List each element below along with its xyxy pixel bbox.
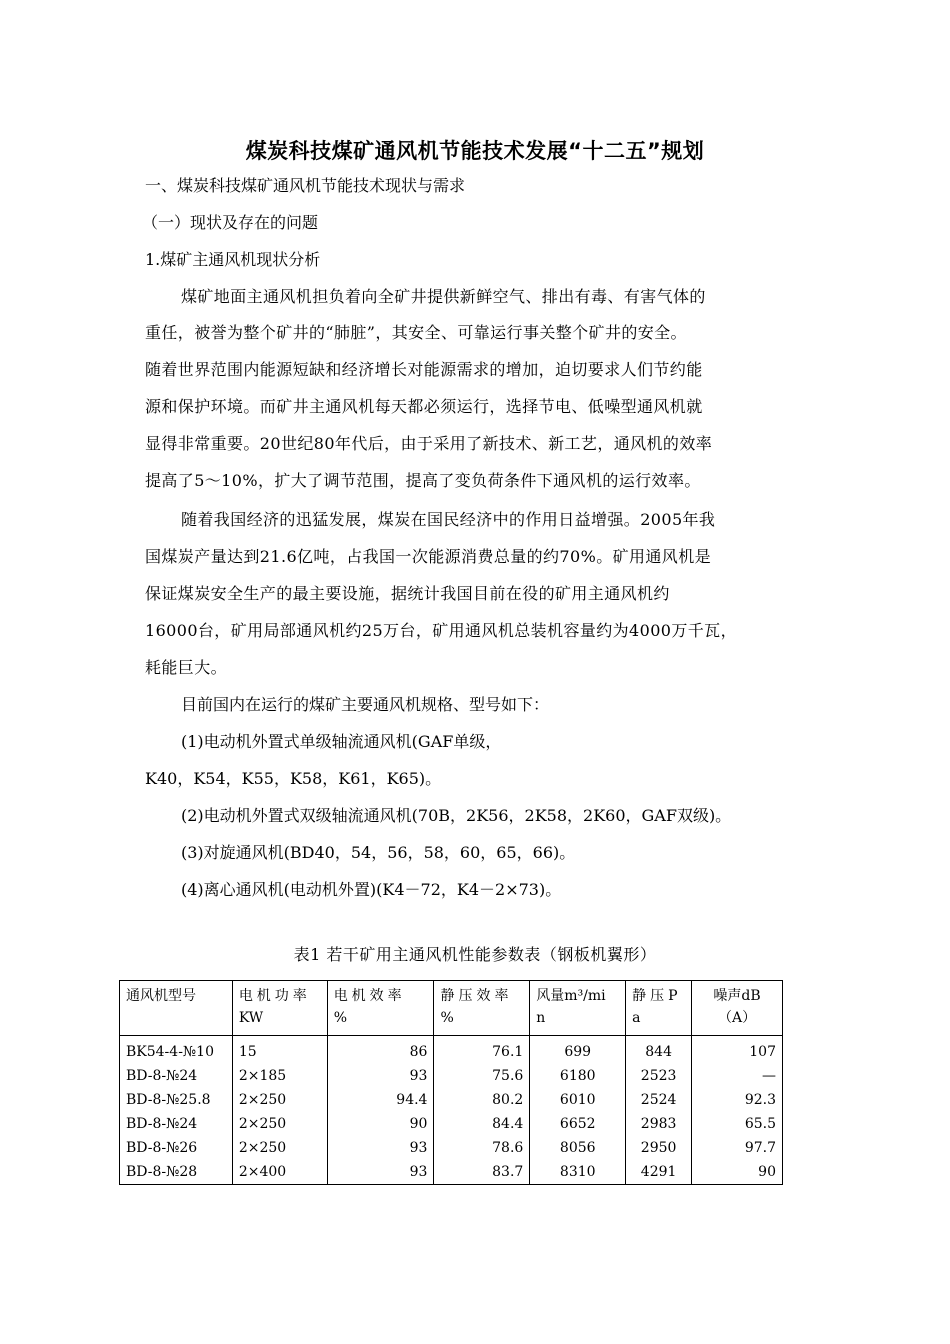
- table-cell: 2×400: [232, 1160, 327, 1185]
- header-cell: 电机功率 KW: [232, 981, 327, 1036]
- table-cell: 86: [327, 1036, 434, 1065]
- table-cell: 93: [327, 1136, 434, 1160]
- table-cell: 2×250: [232, 1112, 327, 1136]
- table-cell: 6180: [530, 1064, 626, 1088]
- para2-line: 随着我国经济的迅猛发展，煤炭在国民经济中的作用日益增强。2005年我: [181, 510, 716, 529]
- header-cell: 静压效率 %: [434, 981, 530, 1036]
- table-row: [120, 1064, 783, 1088]
- table-cell: 2950: [626, 1136, 692, 1160]
- header-cell: 风量m³/mi n: [530, 981, 626, 1036]
- table-cell: 83.7: [434, 1160, 530, 1185]
- table-cell: 80.2: [434, 1088, 530, 1112]
- header-cell: 静压P a: [626, 981, 692, 1036]
- table-cell: 15: [232, 1036, 327, 1065]
- table-cell: 4291: [626, 1160, 692, 1185]
- table-cell: 78.6: [434, 1136, 530, 1160]
- table-cell: 90: [327, 1112, 434, 1136]
- table-cell: BD-8-№26: [120, 1136, 233, 1160]
- document-title: 煤炭科技煤矿通风机节能技术发展“十二五”规划: [245, 139, 705, 163]
- table-row: [120, 1088, 783, 1112]
- para3: 目前国内在运行的煤矿主要通风机规格、型号如下：: [181, 695, 550, 714]
- table-cell: 75.6: [434, 1064, 530, 1088]
- table-cell: BK54-4-№10: [120, 1036, 233, 1065]
- table-cell: BD-8-№25.8: [120, 1088, 233, 1112]
- table-row: [120, 1036, 783, 1065]
- para1-line: 源和保护环境。而矿井主通风机每天都必须运行，选择节电、低噪型通风机就: [145, 397, 703, 416]
- table-cell: 93: [327, 1064, 434, 1088]
- table-cell: 6652: [530, 1112, 626, 1136]
- header-cell: 噪声dB （A）: [692, 981, 783, 1036]
- table-cell: 8310: [530, 1160, 626, 1185]
- header-cell: 通风机型号: [120, 981, 233, 1036]
- table-cell: 92.3: [692, 1088, 783, 1112]
- para2-line: 保证煤炭安全生产的最主要设施，据统计我国目前在役的矿用主通风机约: [145, 584, 670, 603]
- table-cell: 2×185: [232, 1064, 327, 1088]
- table-cell: 699: [530, 1036, 626, 1065]
- table-cell: 97.7: [692, 1136, 783, 1160]
- table-cell: BD-8-№24: [120, 1112, 233, 1136]
- para1-line: 煤矿地面主通风机担负着向全矿井提供新鲜空气、排出有毒、有害气体的: [181, 287, 706, 306]
- table-cell: 2×250: [232, 1088, 327, 1112]
- list-item: (4)离心通风机(电动机外置)(K4－72，K4－2×73)。: [181, 880, 562, 899]
- table-cell: BD-8-№28: [120, 1160, 233, 1185]
- table-row: [120, 1112, 783, 1136]
- section-heading: 一、煤炭科技煤矿通风机节能技术现状与需求: [145, 176, 466, 195]
- table-cell: 107: [692, 1036, 783, 1065]
- table-cell: 65.5: [692, 1112, 783, 1136]
- para1-line: 显得非常重要。20世纪80年代后，由于采用了新技术、新工艺，通风机的效率: [145, 434, 713, 453]
- para1-line: 提高了5～10%，扩大了调节范围，提高了变负荷条件下通风机的运行效率。: [145, 471, 701, 490]
- table-cell: 2523: [626, 1064, 692, 1088]
- list-item: K40，K54，K55，K58，K61，K65)。: [145, 769, 442, 788]
- table-cell: 93: [327, 1160, 434, 1185]
- table-cell: 2×250: [232, 1136, 327, 1160]
- table-cell: 84.4: [434, 1112, 530, 1136]
- table-cell: 90: [692, 1160, 783, 1185]
- list-item: (3)对旋通风机(BD40，54，56，58，60，65，66)。: [181, 843, 576, 862]
- table-header-row: [120, 981, 783, 1036]
- table-row: [120, 1160, 783, 1185]
- subsection-heading: （一）现状及存在的问题: [142, 213, 319, 232]
- table-cell: 6010: [530, 1088, 626, 1112]
- table-cell: 8056: [530, 1136, 626, 1160]
- fan-parameters-table: [119, 980, 783, 1185]
- table-cell: —: [692, 1064, 783, 1088]
- table-caption: 表1 若干矿用主通风机性能参数表（钢板机翼形）: [293, 945, 657, 964]
- list-item: (1)电动机外置式单级轴流通风机(GAF单级，: [181, 732, 502, 751]
- para1-line: 重任，被誉为整个矿井的“肺脏”，其安全、可靠运行事关整个矿井的安全。: [145, 323, 687, 342]
- table-cell: 94.4: [327, 1088, 434, 1112]
- table-cell: 844: [626, 1036, 692, 1065]
- para2-line: 国煤炭产量达到21.6亿吨，占我国一次能源消费总量的约70%。矿用通风机是: [145, 547, 711, 566]
- table-cell: 76.1: [434, 1036, 530, 1065]
- list-item: (2)电动机外置式双级轴流通风机(70B，2K56，2K58，2K60，GAF双级)。: [181, 806, 732, 825]
- table-cell: 2983: [626, 1112, 692, 1136]
- item-heading: 1.煤矿主通风机现状分析: [145, 250, 321, 269]
- header-cell: 电机效率 %: [327, 981, 434, 1036]
- para2-line: 耗能巨大。: [145, 658, 228, 677]
- table-cell: BD-8-№24: [120, 1064, 233, 1088]
- table-row: [120, 1136, 783, 1160]
- para2-line: 16000台，矿用局部通风机约25万台，矿用通风机总装机容量约为4000万千瓦，: [145, 621, 737, 640]
- table-cell: 2524: [626, 1088, 692, 1112]
- para1-line: 随着世界范围内能源短缺和经济增长对能源需求的增加，迫切要求人们节约能: [145, 360, 703, 379]
